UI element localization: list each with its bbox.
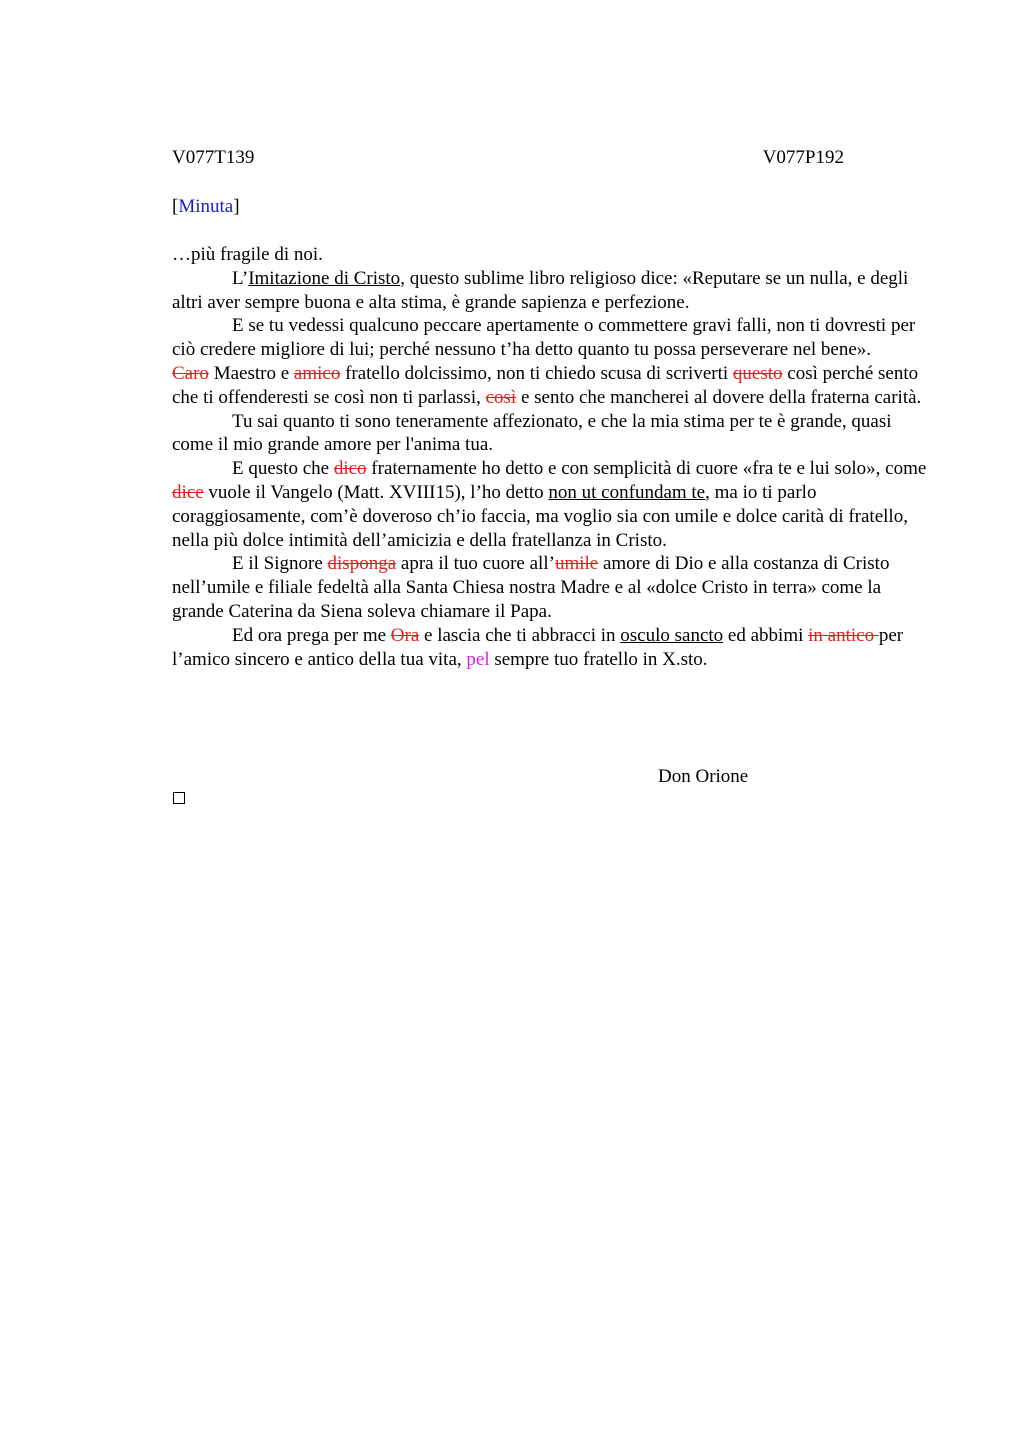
latin-phrase-underlined: non ut confundam te [548,481,706,503]
p8-f: sempre tuo fratello in X.sto. [489,648,708,670]
checkbox-square-icon [173,792,185,804]
deleted-word: Caro [172,362,209,384]
paragraph-4 [172,362,932,410]
p6-e: , ma io ti parlo coraggiosamente, com’è doveroso ch’io faccia, ma voglio sia con umile e dolce carità di fratello, nella più dolce intimità dell’amicizia e della fratellanza in Cristo. [172,481,908,551]
latin-phrase-underlined: osculo sancto [620,624,724,646]
deleted-word: dice [172,481,204,503]
p8-b: e lascia che ti abbracci in [419,624,621,646]
paragraph-7 [172,552,932,623]
minuta-label [172,196,240,218]
p7-b: apra il tuo cuore all’ [396,553,555,575]
p6-a: E questo che [232,458,334,480]
paragraph-6 [172,457,932,552]
deleted-word: umile [554,553,599,575]
bracket-close: ] [233,196,240,217]
paragraph-1 [172,243,932,267]
p2-a: L’ [232,267,249,289]
deleted-word: amico [293,362,341,384]
p4-e: e sento che mancherei al dovere della fraterna carità. [516,386,922,408]
p6-c: vuole il Vangelo (Matt. XVIII15), l’ho detto [203,481,549,503]
p8-c: ed abbimi [723,624,809,646]
paragraph-8 [172,624,932,672]
document-code-left: V077T139 [172,147,255,168]
paragraph-2 [172,267,932,315]
minuta-text: Minuta [178,196,234,217]
book-title-underlined: Imitazione di Cristo [248,267,401,289]
p6-b: fraternamente ho detto e con semplicità di cuore «fra te e lui solo», come [366,458,927,480]
inserted-word: pel [466,648,490,670]
p4-a: Maestro e [208,362,294,384]
p4-b: fratello dolcissimo, non ti chiedo scusa di scriverti [340,362,733,384]
p5-text: Tu sai quanto ti sono teneramente affezionato, e che la mia stima per te è grande, quasi come il mio grande amore per l'anima tua. [172,410,892,456]
letter-body [172,243,932,671]
document-header [172,147,844,171]
paragraph-5 [172,410,932,458]
p1-text: …più fragile di noi. [172,244,323,265]
deleted-word: dico [333,458,367,480]
deleted-word: così [485,386,517,408]
p7-a: E il Signore [232,553,328,575]
bracket-open: [ [172,196,179,217]
deleted-word: disponga [327,553,397,575]
document-code-right: V077P192 [762,147,844,168]
p4-c: così perché sento che ti offenderesti se così non ti parlassi, [172,362,919,408]
paragraph-3 [172,314,932,362]
deleted-word: questo [732,362,783,384]
deleted-word: in antico [808,624,879,646]
signature: Don Orione [658,766,749,787]
p2-b: , questo sublime libro religioso dice: «Reputare se un nulla, e degli altri aver sempre buona e alta stima, è grande sapienza e perfezione. [172,267,909,313]
p3-text: E se tu vedessi qualcuno peccare apertamente o commettere gravi falli, non ti dovresti per ciò credere migliore di lui; perché nessuno t’ha detto quanto tu possa perseverare nel bene». [172,315,916,361]
p8-a: Ed ora prega per me [232,624,391,646]
p8-e: per l’amico sincero e antico della tua vita, [172,624,904,670]
deleted-word: Ora [390,624,420,646]
p7-c: amore di Dio e alla costanza di Cristo nell’umile e filiale fedeltà alla Santa Chiesa nostra Madre e al «dolce Cristo in terra» come la grande Caterina da Siena soleva chiamare il Papa. [172,553,890,622]
